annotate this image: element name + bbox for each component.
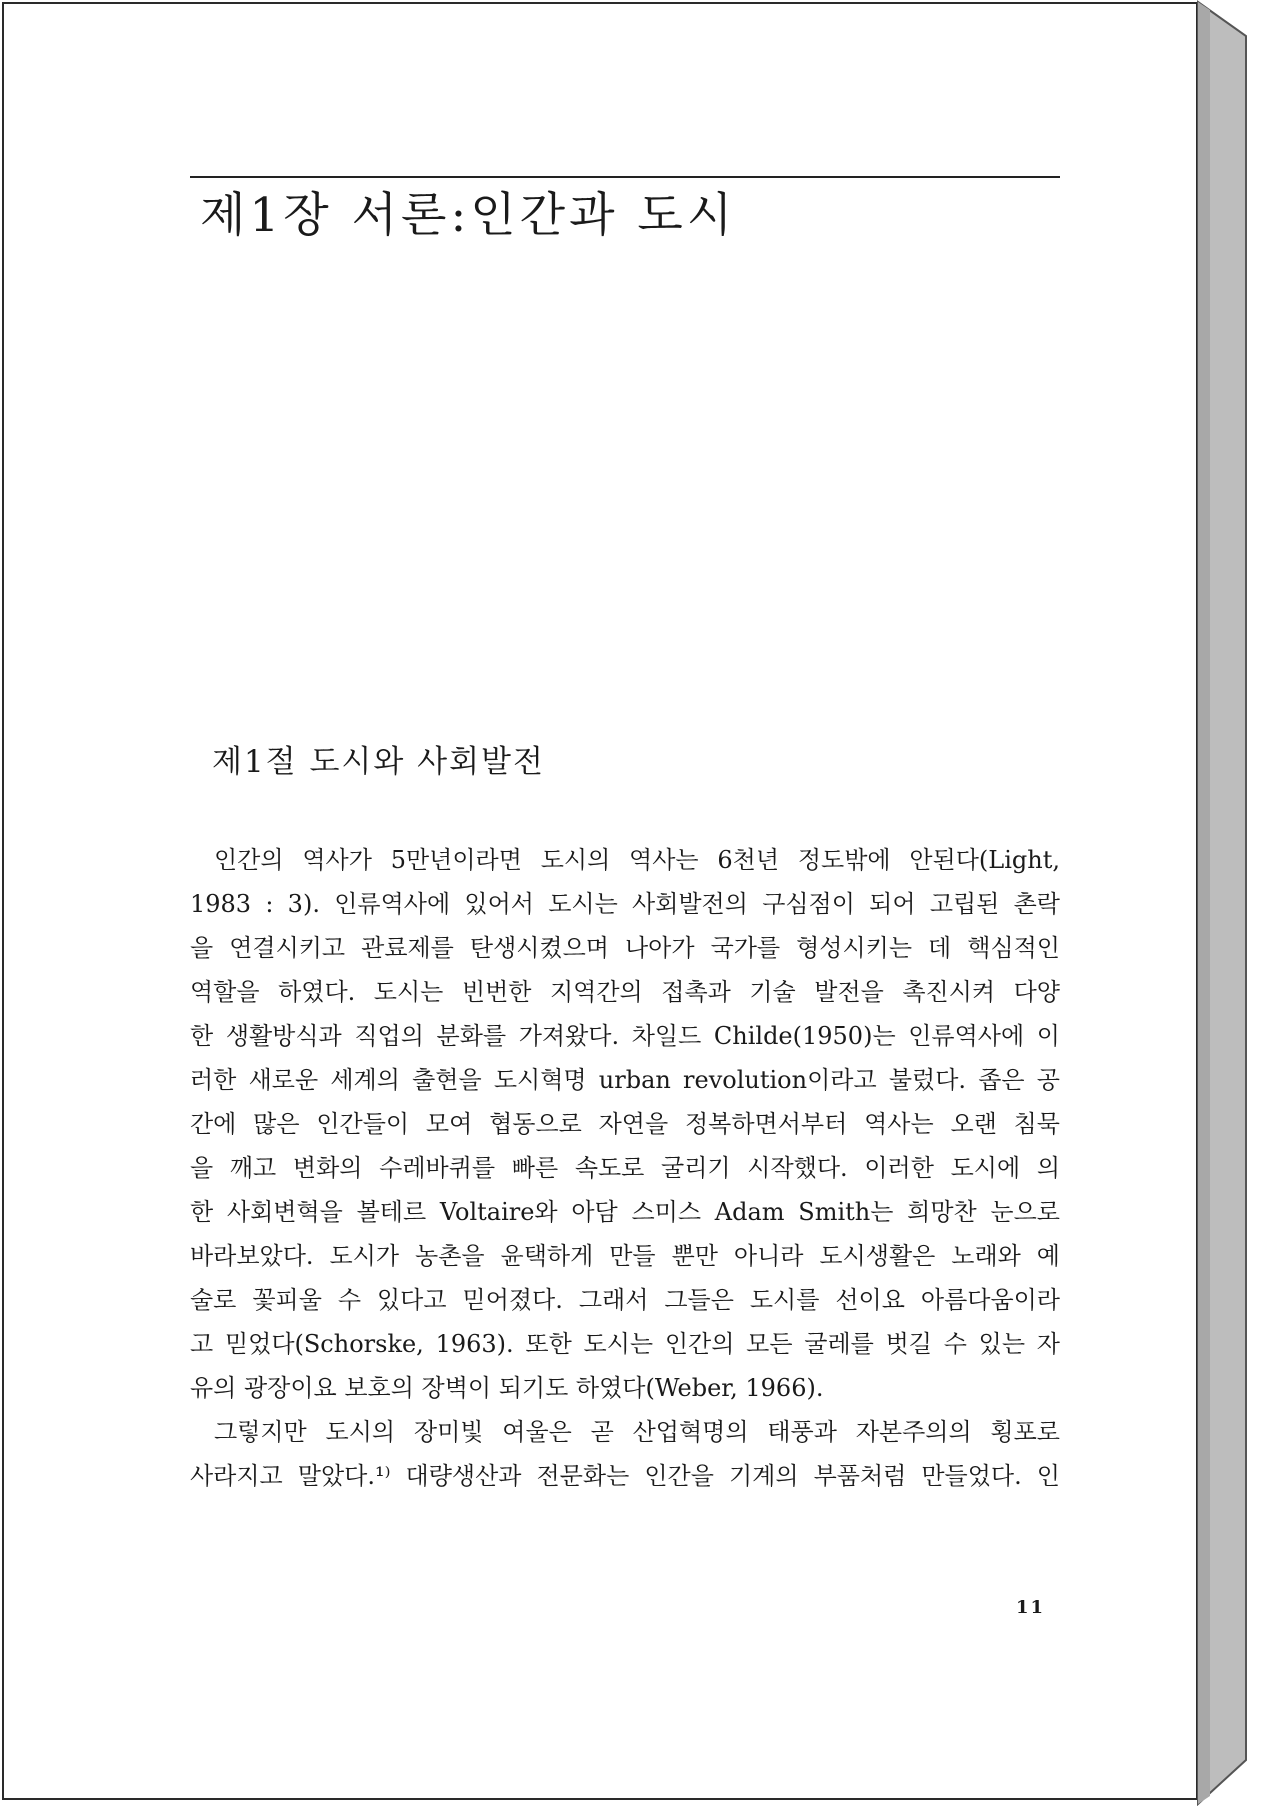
text-line: 인간의 역사가 5만년이라면 도시의 역사는 6천년 정도밖에 안된다(Light, [214,846,1060,874]
text-line: 사라지고 말았다.¹⁾ 대량생산과 전문화는 인간을 기계의 부품처럼 만들었다. 인 [190,1462,1060,1490]
chapter-divider [190,176,1060,178]
text-line: 술로 꽃피울 수 있다고 믿어졌다. 그래서 그들은 도시를 선이요 아름다움이라 [190,1286,1060,1314]
chapter-title: 제1장 서론:인간과 도시 [200,188,737,243]
text-line: 러한 새로운 세계의 출현을 도시혁명 urban revolution이라고 불렀다. 좁은 공 [190,1066,1060,1094]
text-line: 고 믿었다(Schorske, 1963). 또한 도시는 인간의 모든 굴레를 벗길 수 있는 자 [190,1330,1060,1358]
text-line: 역할을 하였다. 도시는 빈번한 지역간의 접촉과 기술 발전을 촉진시켜 다양 [190,978,1060,1006]
body-text [190,838,1060,1498]
section-title: 제1절 도시와 사회발전 [212,744,545,780]
text-line: 유의 광장이요 보호의 장벽이 되기도 하였다(Weber, 1966). [190,1374,824,1402]
text-line: 한 사회변혁을 볼테르 Voltaire와 아담 스미스 Adam Smith는 희망찬 눈으로 [190,1198,1060,1226]
text-line: 한 생활방식과 직업의 분화를 가져왔다. 차일드 Childe(1950)는 인류역사에 이 [190,1022,1060,1050]
text-line: 그렇지만 도시의 장미빛 여울은 곧 산업혁명의 태풍과 자본주의의 횡포로 [214,1418,1060,1446]
text-line: 을 깨고 변화의 수레바퀴를 빠른 속도로 굴리기 시작했다. 이러한 도시에 의 [190,1154,1060,1182]
text-line: 간에 많은 인간들이 모여 협동으로 자연을 정복하면서부터 역사는 오랜 침묵 [190,1110,1060,1138]
page-number: 11 [1016,1597,1046,1618]
text-line: 바라보았다. 도시가 농촌을 윤택하게 만들 뿐만 아니라 도시생활은 노래와 예 [190,1242,1060,1270]
text-line: 1983 : 3). 인류역사에 있어서 도시는 사회발전의 구심점이 되어 고립된 촌락 [190,890,1060,918]
text-line: 을 연결시키고 관료제를 탄생시켰으며 나아가 국가를 형성시키는 데 핵심적인 [190,934,1060,962]
